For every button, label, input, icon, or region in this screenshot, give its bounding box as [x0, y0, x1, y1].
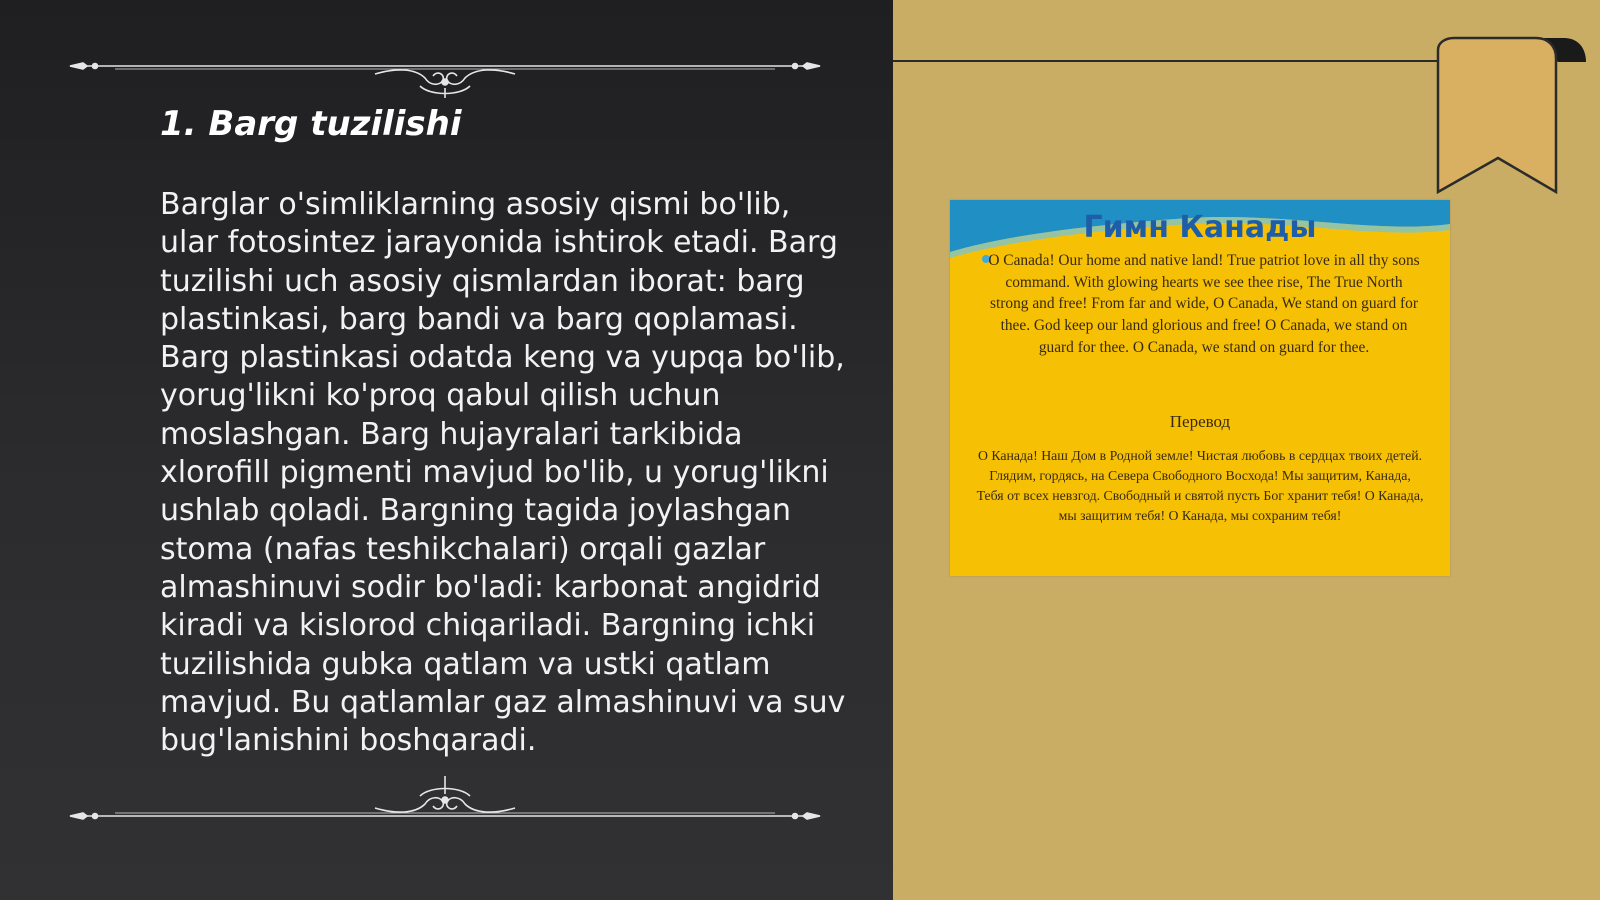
card-english-text: O Canada! Our home and native land! True patriot love in all thy sons command. With glowing hearts we see thee rise, The True North strong and free! From far and wide, O Canada, We stand on guard for thee. God keep our land glorious and free! O Canada, we stand on guard for thee. O Canada, we stand on guard for thee. — [988, 252, 1420, 356]
bookmark-ribbon-icon — [1436, 36, 1586, 198]
card-russian-text: О Канада! Наш Дом в Родной земле! Чистая любовь в сердцах твоих детей. Глядим, гордясь, на Севера Свободного Восхода! Мы защитим, Канада, Тебя от всех невзгод. Свободный и святой пусть Бог хранит тебя! О Канада, мы защитим тебя! О Канада, мы сохраним тебя! — [976, 448, 1424, 523]
slide-title: 1. Barg tuzilishi — [160, 104, 462, 144]
card-subtitle: Перевод — [1169, 412, 1231, 431]
card-title: Гимн Канады — [1083, 210, 1317, 245]
top-rule-divider — [893, 60, 1453, 62]
canada-anthem-image — [950, 200, 1450, 576]
top-flourish-divider-icon — [65, 38, 825, 98]
bottom-flourish-divider-icon — [65, 770, 825, 830]
slide-body-text: Barglar o'simliklarning asosiy qismi bo'lib, ular fotosintez jarayonida ishtirok etadi. Barg tuzilishi uch asosiy qismlardan iborat: barg plastinkasi, barg bandi va barg qoplamasi. Barg plastinkasi odatda keng va yupqa bo'lib, yorug'likni ko'proq qabul qilish uchun moslashgan. Barg hujayralari tarkibida xlorofill pigmenti mavjud bo'lib, u yorug'likni ushlab qoladi. Bargning tagida joylashgan stoma (nafas teshikchalari) orqali gazlar almashinuvi sodir bo'ladi: karbonat angidrid kiradi va kislorod chiqariladi. Bargning ichki tuzilishida gubka qatlam va ustki qatlam mavjud. Bu qatlamlar gaz almashinuvi va suv bug'lanishini boshqaradi. — [160, 187, 846, 759]
